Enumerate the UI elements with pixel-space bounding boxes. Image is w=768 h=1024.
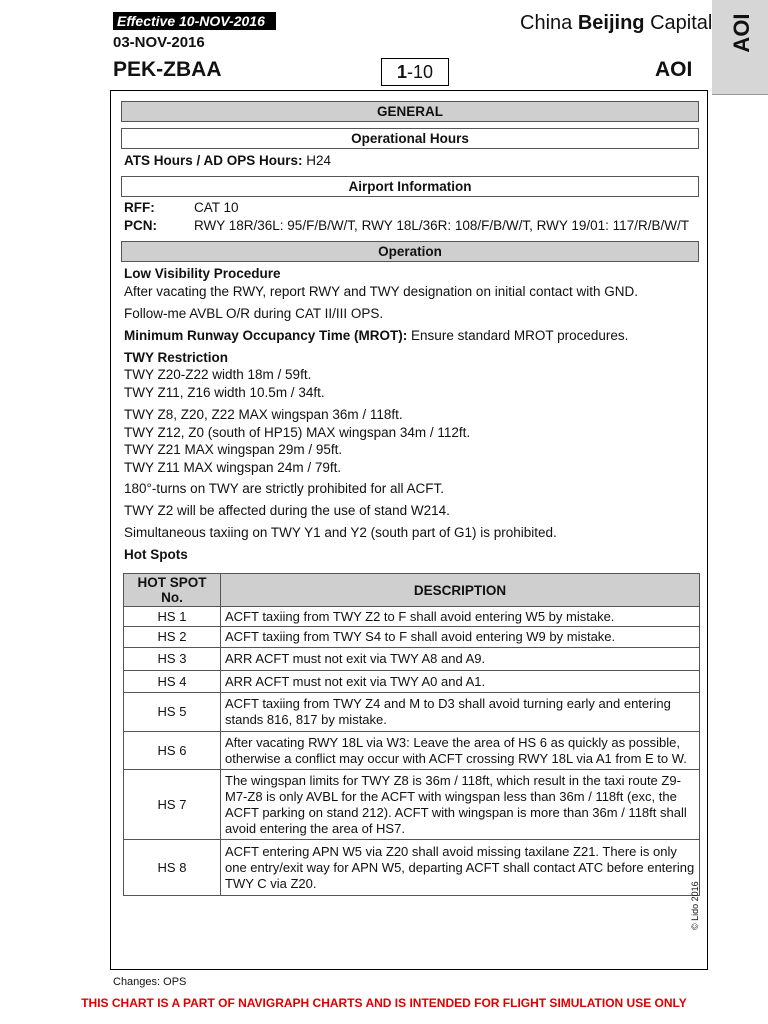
hot-spot-desc: ACFT entering APN W5 via Z20 shall avoid missing taxilane Z21. There is only one entry/exit way for APN W5, departing ACFT shall contact ATC before entering TWY C via Z20. [221, 840, 700, 896]
ats-hours-line [124, 153, 331, 169]
hot-spot-id: HS 8 [124, 840, 221, 896]
lvp-line-2: Follow-me AVBL O/R during CAT II/III OPS. [124, 306, 384, 321]
hot-spot-desc: ACFT taxiing from TWY Z4 and M to D3 shall avoid turning early and entering stands 816, 817 by mistake. [221, 693, 700, 732]
section-tab-label: AOI [729, 13, 754, 53]
table-row [124, 607, 700, 627]
hot-spot-desc: ACFT taxiing from TWY S4 to F shall avoid entering W9 by mistake. [221, 627, 700, 648]
pcn-label: PCN: [124, 218, 157, 233]
table-row [124, 627, 700, 648]
twy-restriction-3: TWY Z8, Z20, Z22 MAX wingspan 36m / 118ft. [124, 407, 403, 422]
page-number-sub: -10 [407, 62, 434, 82]
airport-info-header: Airport Information [121, 176, 699, 197]
hot-spot-desc: ACFT taxiing from TWY Z2 to F shall avoid entering W5 by mistake. [221, 607, 700, 627]
hot-spot-desc: ARR ACFT must not exit via TWY A0 and A1. [221, 671, 700, 693]
operation-header: Operation [121, 241, 699, 262]
hot-spot-id: HS 6 [124, 732, 221, 770]
table-header-row [124, 574, 700, 607]
col-description: DESCRIPTION [221, 574, 700, 607]
section-code: AOI [655, 58, 693, 81]
hot-spot-id: HS 2 [124, 627, 221, 648]
lvp-title: Low Visibility Procedure [124, 266, 281, 281]
effective-date-banner: Effective 10-NOV-2016 [113, 12, 276, 30]
rff-label: RFF: [124, 200, 155, 215]
airport-code: PEK-ZBAA [113, 58, 222, 81]
mrot-line [124, 328, 628, 344]
airport-location [520, 12, 712, 35]
city-name: Beijing [577, 12, 645, 34]
rff-value: CAT 10 [194, 200, 239, 215]
section-tab[interactable] [712, 0, 768, 95]
changes-note: Changes: OPS [113, 976, 187, 988]
hot-spot-id: HS 5 [124, 693, 221, 732]
twy-restriction-6: TWY Z11 MAX wingspan 24m / 79ft. [124, 460, 342, 475]
twy-restriction-9: Simultaneous taxiing on TWY Y1 and Y2 (south part of G1) is prohibited. [124, 525, 557, 540]
table-row [124, 732, 700, 770]
table-row [124, 671, 700, 693]
table-row [124, 770, 700, 840]
twy-restriction-2: TWY Z11, Z16 width 10.5m / 34ft. [124, 385, 325, 400]
hot-spots-table [123, 573, 700, 896]
publication-date: 03-NOV-2016 [113, 34, 205, 51]
hot-spot-id: HS 4 [124, 671, 221, 693]
twy-restriction-4: TWY Z12, Z0 (south of HP15) MAX wingspan 34m / 112ft. [124, 425, 471, 440]
hot-spot-id: HS 7 [124, 770, 221, 840]
country-name: China [520, 12, 573, 34]
hot-spot-id: HS 1 [124, 607, 221, 627]
twy-restriction-5: TWY Z21 MAX wingspan 29m / 95ft. [124, 442, 343, 457]
pcn-value: RWY 18R/36L: 95/F/B/W/T, RWY 18L/36R: 108/F/B/W/T, RWY 19/01: 117/R/B/W/T [194, 218, 689, 233]
twy-restriction-8: TWY Z2 will be affected during the use of stand W214. [124, 503, 450, 518]
table-row [124, 648, 700, 671]
page-number-main: 1 [396, 62, 407, 82]
page-number-box [381, 58, 449, 86]
twy-restriction-7: 180°-turns on TWY are strictly prohibited for all ACFT. [124, 481, 445, 496]
hot-spot-desc: ARR ACFT must not exit via TWY A8 and A9. [221, 648, 700, 671]
hot-spot-desc: After vacating RWY 18L via W3: Leave the area of HS 6 as quickly as possible, otherwise a conflict may occur with ACFT crossing RWY 18L via A1 from E to W. [221, 732, 700, 770]
mrot-value: Ensure standard MROT procedures. [407, 328, 629, 343]
hot-spot-desc: The wingspan limits for TWY Z8 is 36m / 118ft, which result in the taxi route Z9-M7-Z8 is only AVBL for the ACFT with wingspan less than 36m / 118ft (exc, the ACFT parking on stand 212). ACFT with wingspan is more than 36m / 118ft shall avoid entering the area of HS7. [221, 770, 700, 840]
ats-hours-label: ATS Hours / AD OPS Hours: [124, 153, 303, 168]
airport-name: Capital [650, 12, 713, 34]
lvp-line-1: After vacating the RWY, report RWY and TWY designation on initial contact with GND. [124, 284, 639, 299]
table-row [124, 840, 700, 896]
hot-spots-title: Hot Spots [124, 547, 188, 562]
table-row [124, 693, 700, 732]
general-header: GENERAL [121, 101, 699, 122]
twy-restriction-title: TWY Restriction [124, 350, 229, 365]
simulation-notice: THIS CHART IS A PART OF NAVIGRAPH CHARTS AND IS INTENDED FOR FLIGHT SIMULATION USE ONLY [81, 996, 687, 1010]
ats-hours-value: H24 [302, 153, 332, 168]
copyright: © Lido 2016 [690, 881, 700, 930]
mrot-label: Minimum Runway Occupancy Time (MROT): [124, 328, 408, 343]
col-hot-spot-no: HOT SPOT No. [124, 574, 221, 607]
hot-spot-id: HS 3 [124, 648, 221, 671]
twy-restriction-1: TWY Z20-Z22 width 18m / 59ft. [124, 367, 312, 382]
content-frame [110, 90, 708, 970]
operational-hours-header: Operational Hours [121, 128, 699, 149]
